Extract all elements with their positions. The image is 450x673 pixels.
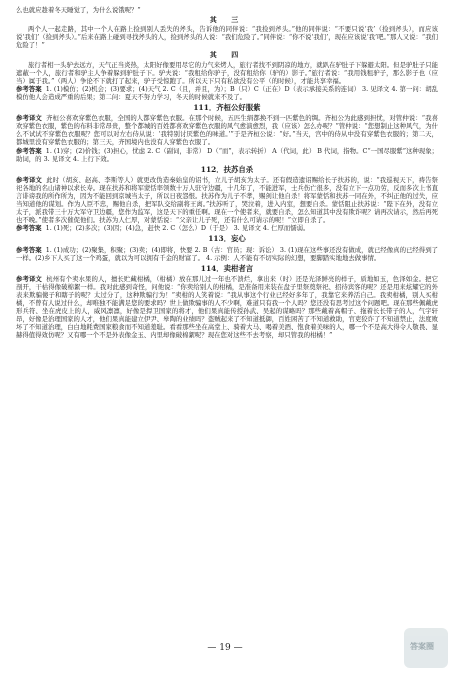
page-content — [16, 6, 438, 340]
answer-text: 1. (1)穿；(2)价钱；(3)担心，忧虑 2. C（副词，非常） D（“而”，表示转折） A（代词，此） B 代词，指物。C“一国尽服紫”这种现象；助词，的 3. 见译文 4. 上行下效。 — [16, 146, 439, 163]
answer-tag: 参考答案 — [16, 84, 42, 93]
translation-text: 齐桓公喜欢穿紫色衣服，全国的人都穿紫色衣服。在那个时候，五匹生绢都换不到一匹紫色的绸。齐桓公为此感到担忧，对管仲说：“我喜欢穿紫色衣服，紫色的布料非常昂贵，整个都城的百姓都喜欢穿紫色衣服的风气愈演愈烈，我（应该）怎么办呢？”管仲说：“您想制止这种风气，为什么不试试不穿紫色衣服呢？您可以对左右侍从说：‘我特别讨厌紫色的味道。’”于是齐桓公说：“好。”当天，宫中的侍从中没有穿紫色衣服的；第二天，都城里没有穿紫色衣服的；第三天，齐国境内也没有人穿紫色衣服了。 — [16, 114, 438, 147]
watermark-text: 答案圈 — [410, 642, 434, 651]
article-title: 113．妄心 — [208, 234, 246, 244]
article-title: 112．扶苏自杀 — [200, 164, 254, 174]
section-heading: 其 三 — [209, 15, 245, 25]
section-text: 两个人一起走路，其中一个人在路上捡到别人丢失的斧头，告诉他的同伴说：“我捡到斧头。”他的同伴说：“不要只说‘我’（捡到斧头），而应该说‘我们’（捡到斧头）。”后来在路上碰到寻找斧头的人，捡到斧头的人说：“我们危险了。”同伴说：“你不说‘我们’，现在应该说‘我’吧。”那人又说：“我们危险了！” — [16, 25, 438, 50]
translation-block — [16, 275, 438, 340]
section-heading: 其 四 — [209, 50, 245, 60]
translation-text: 此时（胡亥、赵高、李斯等人）就更改伪造秦始皇的诏书，立儿子胡亥为太子。还有假造遗诏赐给长子扶苏的，说：“我巡视天下，祷告祭祀各地的名山诸神以求长寿。现在扶苏和将军蒙恬率领数十万人驻守边疆，十几年了，不能进军，士兵伤亡很多，没有立下一点功劳，反而多次上书直言诽谤我的所作所为，因为不能回到京城当太子，所以日夜怨恨。扶苏作为儿子不孝，赐剑让他自杀！将军蒙恬和扶苏一同在外，不纠正他的过失，应当知道他的谋划。作为人臣不忠，赐他自杀，把军队交给副将王离。”扶苏听了，哭泣着，进入内室，想要自杀。蒙恬阻止扶苏说：“陛下在外，没有立太子，派我带三十万大军守卫边疆，您作为监军，这是天下的重任啊。现在一个使者来，就要自杀，怎么知道其中没有欺诈呢？请再次请示，然后再死也不晚。”使者多次催促他们。扶苏为人仁厚，对蒙恬说：“父亲让儿子死，还有什么可请示的呢！”立即自杀了。 — [16, 175, 438, 225]
intro-line: 么也就应趁着冬天睡觉了，为什么说饿呢？” — [16, 6, 141, 14]
translation-text: 杭州有个卖水果的人，擅长贮藏柑橘，（柑橘）放在那儿过一年也不溃烂，拿出来（时）还是光泽鲜亮的样子，质地如玉，色泽如金。把它剖开，干枯得像破棉絮一样。我对此感到奇怪，问他说：“你卖给别人的柑橘，是准备用来装在盘子里祭奠祭祀、招待宾客的呢？还是用来炫耀它的外表来欺骗傻子和瞎子的呢？太过分了，这种欺骗行为！”卖柑的人笑着说：“我从事这个行业已经好多年了，我靠它来养活自己。我卖柑橘，别人买柑橘，不曾有人说过什么，却唯独不能满足您的要求吗？世上做欺骗事的人不少啊，难道只有我一个人吗？您还没有思考过这个问题吧。现在那些佩戴虎形兵符、坐在虎皮上的人，威风凛凛，好像是捍卫国家的将才，他们果真能传授孙武、吴起的谋略吗？那些戴着高帽子、拖着长长带子的人，气宇轩昂，好像是治理国家的人才，他们果真能建立伊尹、皋陶的业绩吗？盗贼起来了不知道抵御，百姓困苦了不知道救助，官吏狡诈了不知道禁止，法度败坏了不知道治理，白白地耗费国家粮食而不知道羞耻。看看那些坐在高堂上、骑着大马、喝着美酒、饱食着美味的人，哪一个不是高大得令人敬畏、显赫得值得效仿呢？又有哪一个不是外表像金玉、内里却像破棉絮呢？现在您对这些不去考察，却只管我的柑橘！” — [16, 274, 438, 340]
answer-text: 1. (1)成功；(2)聚集，积聚；(3)卖；(4)即将，快要 2. B（古：官员；现：诉讼） 3. (1)现在这些事还没有做成，就已经像真的已经得到了一样。(2)乡下人买了这一个鸡蛋，就以为可以拥有千金的财富了。 4. 示例：人不能有不切实际的幻想，要脚踏实地地去做事情。 — [16, 245, 438, 262]
answer-text: 1. (1)死；(2)多次；(3)因；(4)急，赶快 2. C（怎么）D（于是） 3. 见译文 4. 仁厚而懦弱。 — [45, 224, 310, 233]
answer-block — [16, 85, 438, 101]
translation-block — [16, 176, 438, 225]
answer-block — [16, 224, 438, 232]
page-number: — 19 — — [207, 643, 243, 653]
translation-tag: 参考译文 — [16, 175, 42, 184]
translation-block — [16, 114, 438, 146]
answer-tag: 参考答案 — [16, 224, 42, 233]
article-title: 111．齐桓公好服紫 — [193, 103, 261, 113]
translation-tag: 参考译文 — [16, 114, 42, 123]
answer-tag: 参考答案 — [16, 146, 42, 155]
translation-tag: 参考译文 — [16, 274, 42, 283]
answer-block — [16, 246, 438, 262]
section-text: 旅行者相一头驴去远方，天气正当炎热，太阳好像要用尽它的力气来烤人，旅行者找不到阴凉的地方，就趴在驴肚子下躲避太阳。但是驴肚子只能遮蔽一个人，旅行者和驴主人争着躲到驴肚子下。驴夫说：“我租给你驴子，没有租给你（驴的）影子。”旅行者说：“我用钱租驴子，那么影子也（应当）属于我。”（两人）争论不下就打了起来，驴子受惊跑了。所以天下只有私欲没有公平（的时候），才能共享幸福。 — [16, 60, 438, 85]
answer-tag: 参考答案 — [16, 245, 42, 254]
watermark-logo — [404, 628, 448, 668]
answer-block — [16, 147, 438, 163]
article-title: 114．卖柑者言 — [200, 263, 254, 273]
answer-text: 1. (1)模仿；(2)机会；(3)要求；(4)天气 2. C（且，并且，为）；B（只）C（正在）D（表示承接关系的连词） 3. 见译文 4. 第一问：胡乱模仿他人会造成严重的后果；第二问：夏天不努力学习，冬天的时候就来不及了。 — [16, 84, 439, 101]
